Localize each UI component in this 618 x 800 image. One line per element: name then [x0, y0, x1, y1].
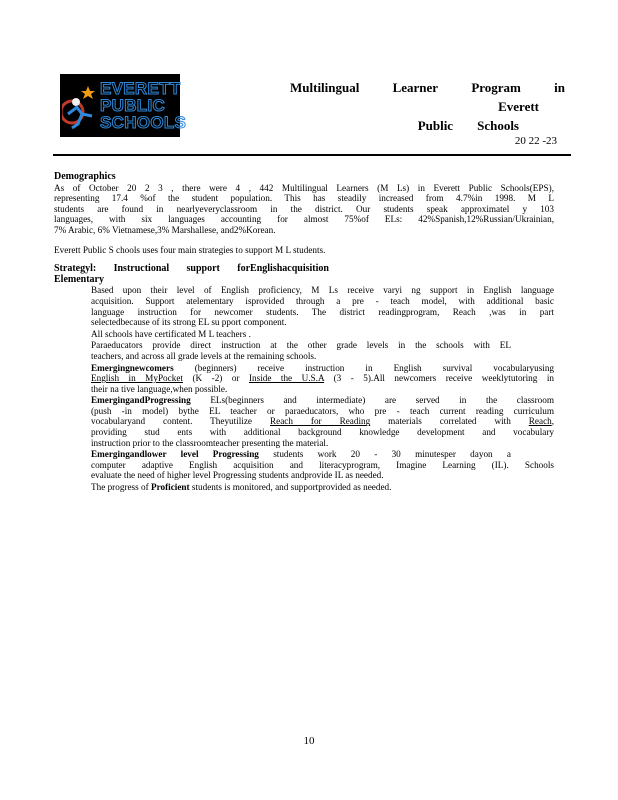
paragraph-line: representing 17.4 %of the student population. This has steadily increased from 4.7%in 1998. M L	[54, 193, 554, 204]
bullet-line: instruction prior to the classroomteacher presenting the material.	[91, 437, 329, 448]
text: ,	[551, 416, 555, 427]
underlined-title: English in MyPocket	[91, 373, 183, 384]
bullet-line: (push -in model) bythe EL teacher or paraeducators, who pre - teach current reading curriculum	[91, 405, 554, 416]
page-number: 10	[303, 735, 315, 747]
strategies-intro: Everett Public S chools uses four main strategies to support M L students.	[54, 244, 326, 255]
bullet-item	[54, 363, 554, 395]
text: (3 - 5).All newcomers receive weeklytutoring in	[333, 373, 554, 384]
underlined-title: Reach for Reading	[269, 416, 371, 427]
text: vocabularyand content. Theyutilize	[91, 416, 253, 427]
title-word: Multilingual	[290, 80, 360, 95]
runner-star-icon	[62, 78, 102, 134]
title-word: Learner	[392, 80, 439, 95]
everett-public-schools-logo	[60, 74, 187, 137]
bullet-item	[54, 482, 554, 493]
heading-word: Strategyl:	[54, 263, 97, 275]
paragraph-line: 7% Arabic, 6% Vietnamese,3% Marshallese, and2%Korean.	[54, 224, 276, 235]
logo-line-schools: SCHOOLS	[100, 113, 187, 132]
title-word: Schools	[477, 118, 519, 133]
logo-line-public: PUBLIC	[100, 96, 166, 115]
underlined-title: Inside the U.S.A	[248, 373, 325, 384]
logo-line-everett: EVERETT	[100, 79, 181, 98]
text: The progress of	[91, 482, 149, 493]
text: (beginners) receive instruction in English survival vocabularyusing	[194, 362, 555, 373]
text: (K -2) or	[192, 373, 240, 384]
header-divider	[53, 154, 571, 156]
bullet-line: providing stud ents with additional background knowledge development and vocabulary	[91, 427, 554, 438]
section-heading-demographics: Demographics	[54, 171, 116, 182]
text: ELs(beginners and intermediate) are served in the classroom	[210, 395, 555, 406]
title-line-2: Everett	[498, 99, 539, 114]
underlined-title: Reach	[528, 416, 552, 427]
title-line-3	[290, 116, 565, 135]
bullet-line: computer adaptive English acquisition and literacyprogram, Imagine Learning (IL). Schools	[91, 459, 554, 470]
demographics-paragraph	[54, 183, 554, 236]
paragraph-line: As of October 20 2 3 , there were 4 , 442 Multilingual Learners (M Ls) in Everett Public Schools(EPS),	[54, 182, 554, 193]
bullet-line: language instruction for newcomer students. The district readingprogram, Reach ,was in part	[91, 306, 554, 317]
heading-word: forEnglishacquisition	[237, 263, 329, 275]
heading-word: support	[186, 263, 220, 275]
bullet-line: their na tive language,when possible.	[91, 383, 228, 394]
bullet-line: Based upon their level of English proficiency, M Ls receive varyi ng support in English language	[91, 285, 554, 296]
subheading-elementary: Elementary	[54, 273, 104, 285]
title-word: in	[554, 80, 565, 95]
bold-term: EmergingandProgressing	[91, 395, 191, 406]
paragraph-line: students are found in nearlyeveryclassroom in the district. Our students speak approximatel y 103	[54, 203, 554, 214]
text: materials correlated with	[388, 416, 511, 427]
bullet-line	[91, 395, 554, 406]
bullet-item	[54, 395, 554, 448]
document-body	[54, 172, 554, 494]
bold-term: Proficient	[150, 482, 190, 493]
text: students work 20 - 30 minutesper dayon a	[273, 449, 511, 460]
bullet-line	[91, 363, 554, 374]
document-title	[290, 78, 565, 147]
text: students is monitored, and supportprovided as needed.	[191, 482, 392, 493]
bullet-line: teachers, and across all grade levels at the remaining schools.	[91, 350, 317, 361]
bullet-line: All schools have certificated M L teachers .	[91, 328, 251, 339]
heading-word: Instructional	[113, 263, 170, 275]
bullet-line	[91, 373, 554, 384]
bullet-item	[54, 285, 554, 327]
bullet-item	[54, 340, 554, 361]
bullet-line	[91, 482, 554, 493]
bullet-line	[91, 449, 511, 460]
bullet-line: selectedbecause of its strong EL su pport component.	[91, 317, 287, 328]
paragraph-line: languages, with six languages accounting for almost 75%of ELs: 42%Spanish,12%Russian/Ukrainian,	[54, 214, 554, 225]
strategy-bullet-list	[54, 285, 554, 492]
bullet-line: evaluate the need of higher level Progressing students andprovide IL as needed.	[91, 470, 384, 481]
bullet-line: acquisition. Support atelementary isprovided through a pre - teach model, with additional basic	[91, 295, 554, 306]
bullet-item	[54, 329, 554, 340]
logo-wordmark	[100, 80, 186, 131]
bold-term: Emergingnewcomers	[91, 362, 174, 373]
bullet-line: Paraeducators provide direct instruction at the other grade levels in the schools with EL	[91, 340, 511, 351]
school-year: 20 22 -23	[514, 135, 557, 147]
title-word: Program	[471, 80, 521, 95]
bold-term: Emergingandlower level Progressing	[91, 449, 259, 460]
bullet-line	[91, 416, 554, 427]
title-word: Public	[417, 118, 454, 133]
title-line-1	[290, 78, 565, 97]
bullet-item	[54, 449, 554, 481]
